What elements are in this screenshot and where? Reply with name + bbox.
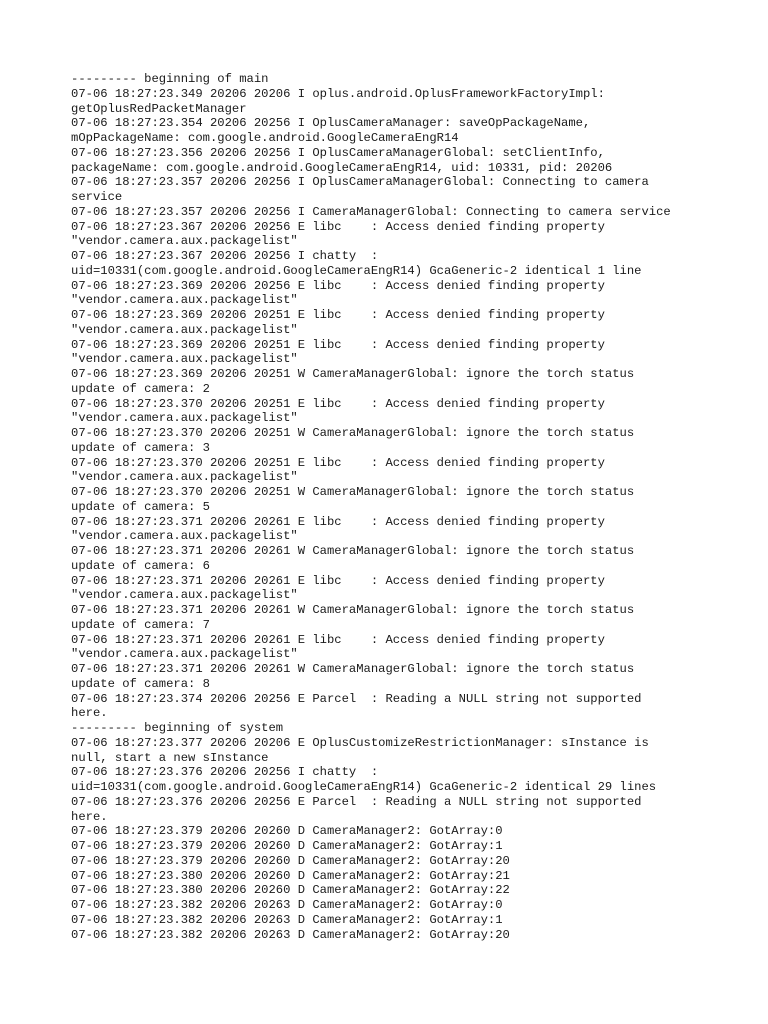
log-line: 07-06 18:27:23.379 20206 20260 D CameraManager2: GotArray:1	[71, 839, 503, 853]
log-line: 07-06 18:27:23.357 20206 20256 I CameraManagerGlobal: Connecting to camera service	[71, 204, 671, 219]
log-line: here.	[71, 809, 108, 824]
log-line: update of camera: 6	[71, 558, 210, 573]
log-line: 07-06 18:27:23.357 20206 20256 I OplusCameraManagerGlobal: Connecting to camera	[71, 175, 649, 190]
log-line: uid=10331(com.google.android.GoogleCameraEngR14) GcaGeneric-2 identical 1 line	[71, 263, 642, 278]
log-line: 07-06 18:27:23.370 20206 20251 W CameraManagerGlobal: ignore the torch status	[71, 426, 635, 440]
log-line: 07-06 18:27:23.356 20206 20256 I OplusCameraManagerGlobal: setClientInfo,	[71, 145, 605, 160]
log-line: update of camera: 3	[71, 440, 210, 455]
log-line: "vendor.camera.aux.packagelist"	[71, 411, 298, 426]
log-line: 07-06 18:27:23.371 20206 20261 E libc : Access denied finding property	[71, 573, 605, 588]
log-line: update of camera: 8	[71, 676, 210, 691]
log-line: "vendor.camera.aux.packagelist"	[71, 293, 298, 308]
log-line: 07-06 18:27:23.371 20206 20261 W CameraManagerGlobal: ignore the torch status	[71, 603, 635, 617]
log-line: 07-06 18:27:23.369 20206 20251 W CameraManagerGlobal: ignore the torch status	[71, 367, 635, 381]
log-line: 07-06 18:27:23.370 20206 20251 E libc : Access denied finding property	[71, 396, 605, 411]
log-line: 07-06 18:27:23.371 20206 20261 W CameraManagerGlobal: ignore the torch status	[71, 544, 635, 558]
log-line: "vendor.camera.aux.packagelist"	[71, 588, 298, 603]
log-line: getOplusRedPacketManager	[71, 101, 247, 116]
log-line: 07-06 18:27:23.371 20206 20261 E libc : Access denied finding property	[71, 514, 605, 529]
log-line: "vendor.camera.aux.packagelist"	[71, 529, 298, 544]
log-line: update of camera: 5	[71, 499, 210, 514]
log-line: 07-06 18:27:23.382 20206 20263 D CameraManager2: GotArray:20	[71, 927, 510, 942]
log-line: 07-06 18:27:23.370 20206 20251 E libc : Access denied finding property	[71, 455, 605, 470]
log-line: 07-06 18:27:23.369 20206 20251 E libc : Access denied finding property	[71, 337, 605, 352]
log-line: service	[71, 190, 123, 204]
log-line: "vendor.camera.aux.packagelist"	[71, 352, 298, 367]
log-line: 07-06 18:27:23.371 20206 20261 W CameraManagerGlobal: ignore the torch status	[71, 662, 635, 676]
log-line: 07-06 18:27:23.379 20206 20260 D CameraManager2: GotArray:20	[71, 853, 510, 868]
log-line: uid=10331(com.google.android.GoogleCameraEngR14) GcaGeneric-2 identical 29 lines	[71, 780, 657, 794]
log-line: 07-06 18:27:23.370 20206 20251 W CameraManagerGlobal: ignore the torch status	[71, 485, 635, 499]
log-line: 07-06 18:27:23.349 20206 20206 I oplus.android.OplusFrameworkFactoryImpl:	[71, 86, 605, 101]
log-line: --------- beginning of system	[71, 721, 284, 735]
log-line: "vendor.camera.aux.packagelist"	[71, 470, 298, 485]
log-line: mOpPackageName: com.google.android.GoogleCameraEngR14	[71, 131, 459, 145]
log-line: 07-06 18:27:23.377 20206 20206 E OplusCustomizeRestrictionManager: sInstance is	[71, 735, 649, 750]
log-line: 07-06 18:27:23.369 20206 20251 E libc : Access denied finding property	[71, 308, 605, 322]
log-document	[71, 72, 711, 942]
log-line: "vendor.camera.aux.packagelist"	[71, 322, 298, 337]
log-line: 07-06 18:27:23.382 20206 20263 D CameraManager2: GotArray:0	[71, 898, 503, 912]
log-line: null, start a new sInstance	[71, 750, 269, 765]
log-line: 07-06 18:27:23.369 20206 20256 E libc : Access denied finding property	[71, 278, 605, 293]
log-line: 07-06 18:27:23.367 20206 20256 I chatty :	[71, 249, 379, 263]
log-line: "vendor.camera.aux.packagelist"	[71, 647, 298, 662]
log-line: "vendor.camera.aux.packagelist"	[71, 234, 298, 249]
log-line: 07-06 18:27:23.367 20206 20256 E libc : Access denied finding property	[71, 219, 605, 234]
log-line: 07-06 18:27:23.380 20206 20260 D CameraManager2: GotArray:21	[71, 868, 510, 883]
log-line: here.	[71, 706, 108, 721]
log-line: 07-06 18:27:23.379 20206 20260 D CameraManager2: GotArray:0	[71, 824, 503, 839]
log-line: packageName: com.google.android.GoogleCameraEngR14, uid: 10331, pid: 20206	[71, 160, 613, 175]
log-line: 07-06 18:27:23.376 20206 20256 E Parcel : Reading a NULL string not supported	[71, 794, 642, 809]
log-line: update of camera: 2	[71, 381, 210, 396]
log-line: 07-06 18:27:23.354 20206 20256 I OplusCameraManager: saveOpPackageName,	[71, 116, 591, 131]
log-line: --------- beginning of main	[71, 72, 269, 86]
log-line: 07-06 18:27:23.382 20206 20263 D CameraManager2: GotArray:1	[71, 912, 503, 927]
log-line: 07-06 18:27:23.376 20206 20256 I chatty :	[71, 765, 379, 780]
log-line: update of camera: 7	[71, 617, 210, 632]
log-line: 07-06 18:27:23.374 20206 20256 E Parcel : Reading a NULL string not supported	[71, 691, 642, 706]
log-line: 07-06 18:27:23.371 20206 20261 E libc : Access denied finding property	[71, 632, 605, 647]
log-line: 07-06 18:27:23.380 20206 20260 D CameraManager2: GotArray:22	[71, 883, 510, 898]
